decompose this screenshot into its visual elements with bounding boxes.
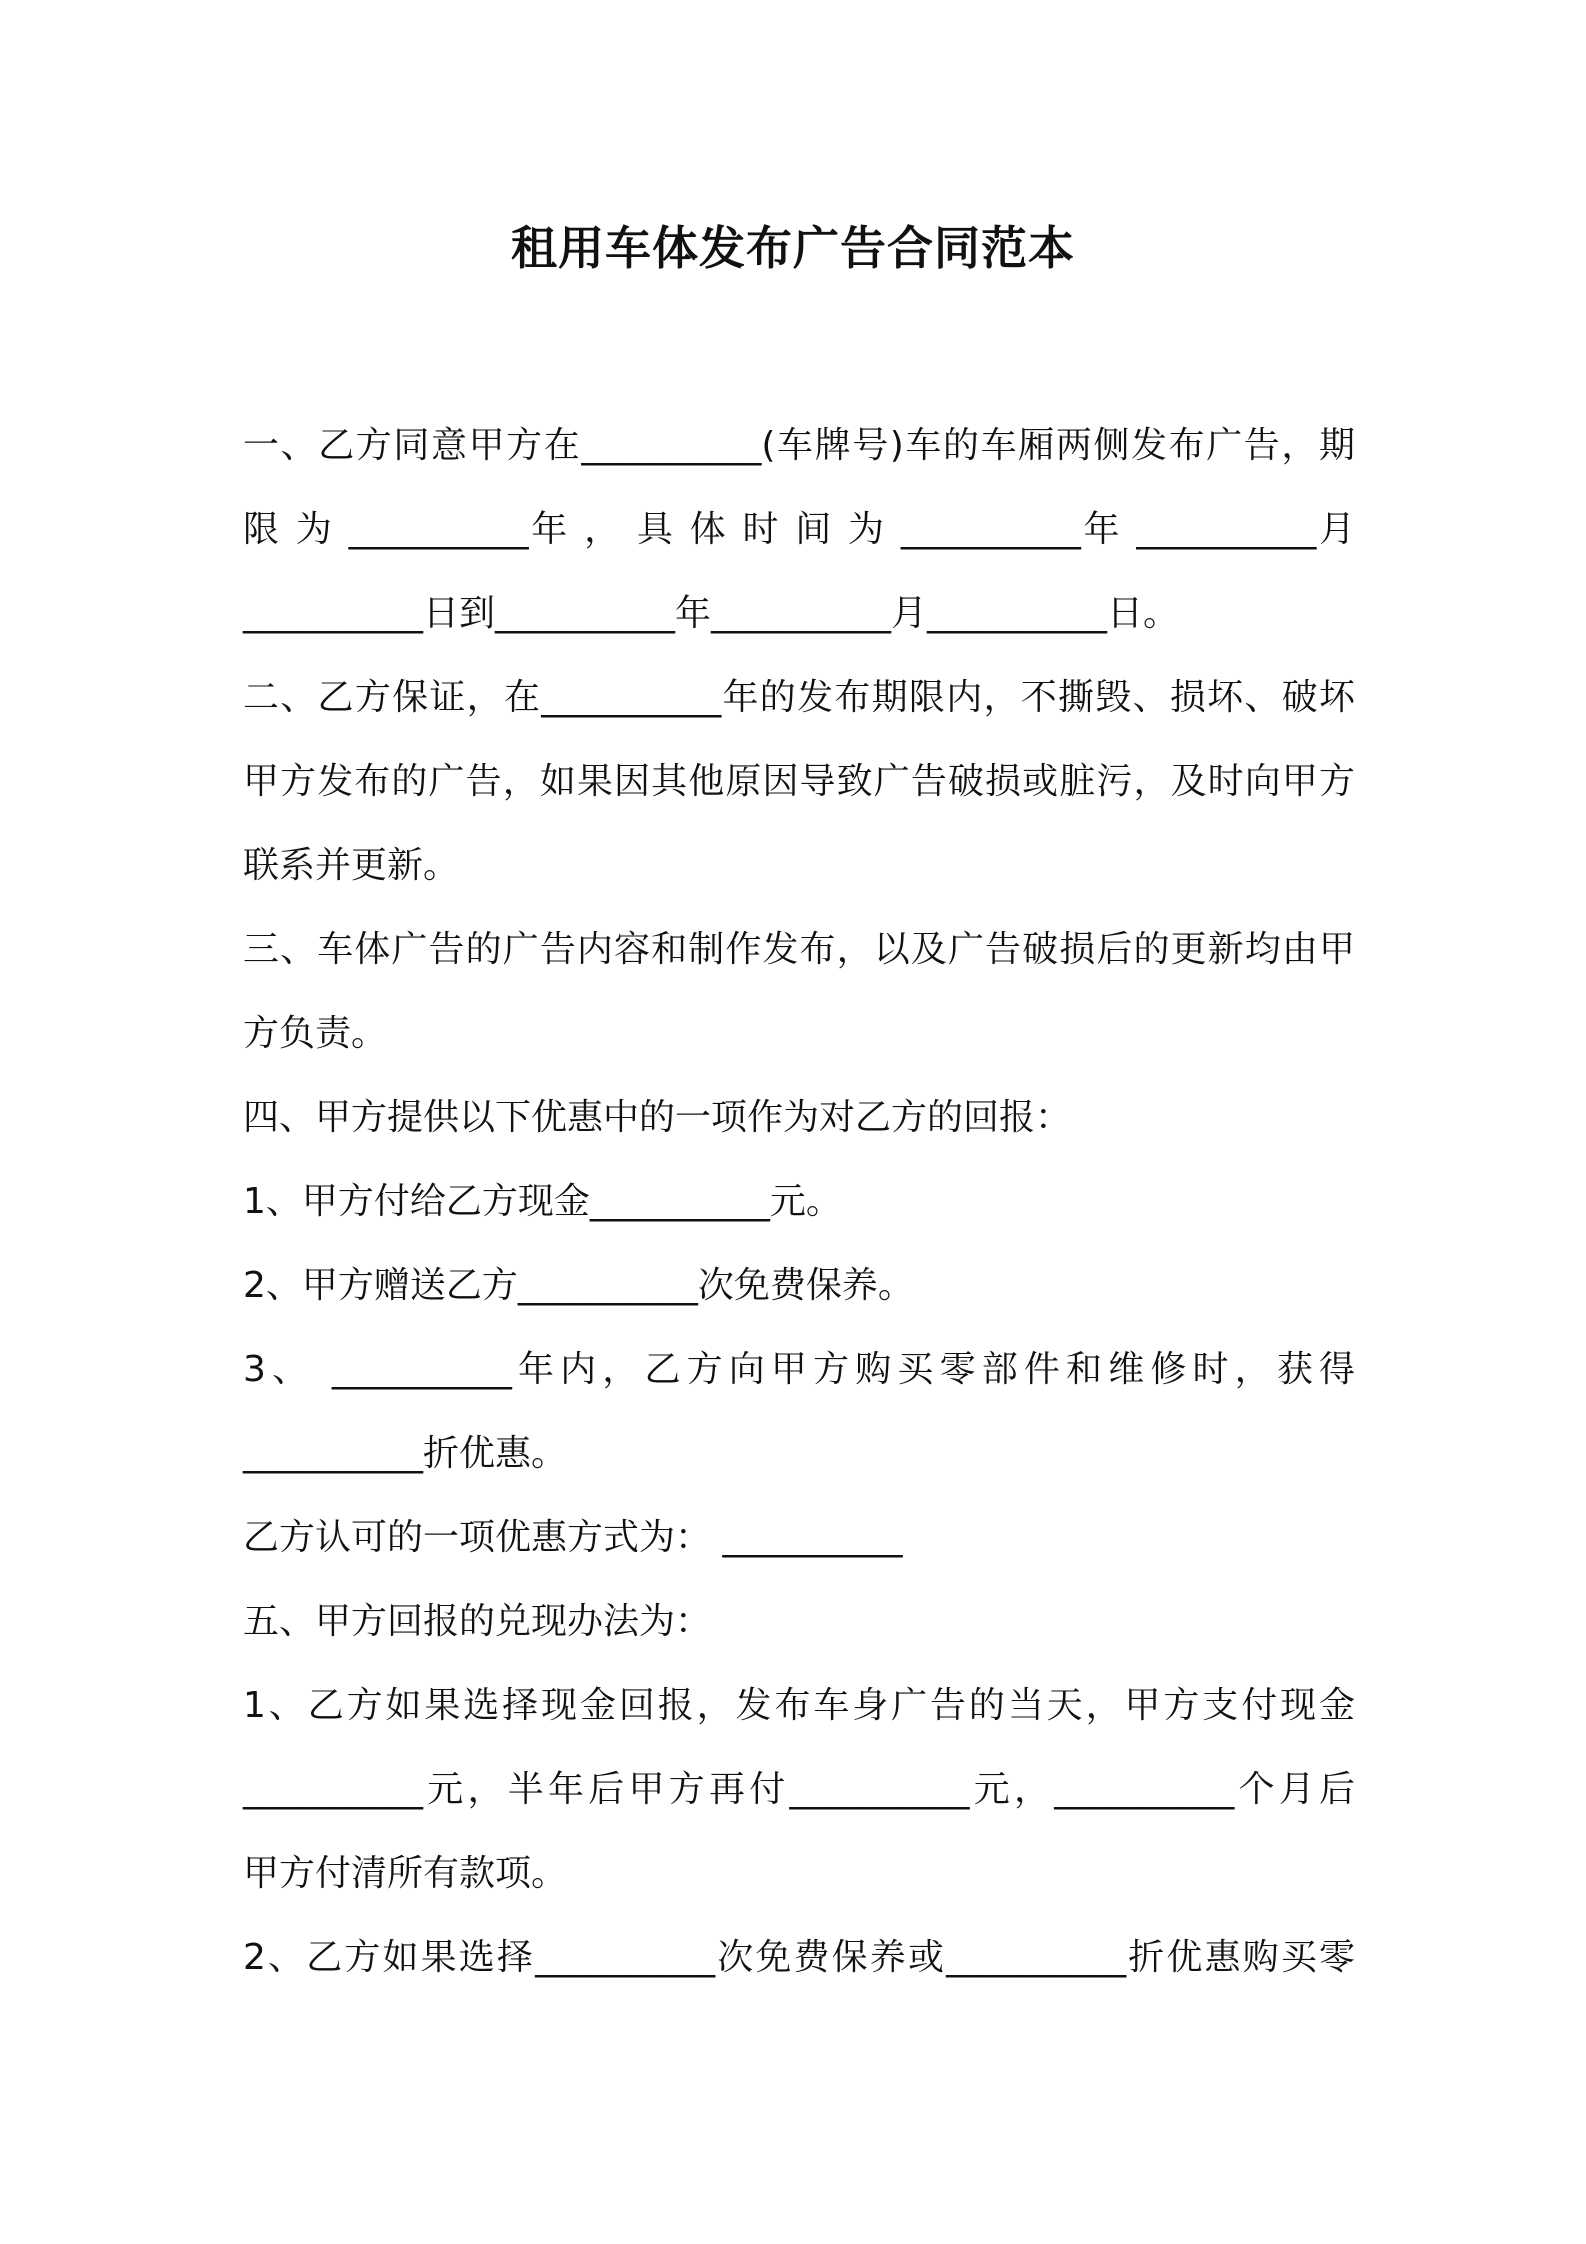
text-line-19: 2、乙方如果选择__________次免费保养或__________折优惠购买零 <box>243 1937 1355 1978</box>
text-line-15: 五、甲方回报的兑现办法为： <box>243 1601 712 1642</box>
document-title: 租用车体发布广告合同范本 <box>511 221 1075 275</box>
text-line-6: 联系并更新。 <box>243 845 460 886</box>
contract-body <box>243 404 1355 2000</box>
text-line-5: 甲方发布的广告，如果因其他原因导致广告破损或脏污，及时向甲方 <box>243 761 1355 802</box>
text-line-7: 三、车体广告的广告内容和制作发布，以及广告破损后的更新均由甲 <box>243 929 1355 970</box>
text-line-18: 甲方付清所有款项。 <box>243 1853 568 1894</box>
text-line-11: 2、甲方赠送乙方__________次免费保养。 <box>243 1265 914 1306</box>
text-line-14: 乙方认可的一项优惠方式为： __________ <box>243 1517 903 1558</box>
text-line-1: 一、乙方同意甲方在__________(车牌号)车的车厢两侧发布广告，期 <box>243 425 1355 466</box>
text-line-3: __________日到__________年__________月__________日。 <box>243 593 1179 634</box>
text-line-8: 方负责。 <box>243 1013 388 1054</box>
text-line-16: 1、乙方如果选择现金回报，发布车身广告的当天，甲方支付现金 <box>243 1685 1355 1726</box>
text-line-9: 四、甲方提供以下优惠中的一项作为对乙方的回报： <box>243 1097 1072 1138</box>
text-line-12: 3、 __________年内，乙方向甲方购买零部件和维修时，获得 <box>243 1349 1355 1390</box>
text-line-13: __________折优惠。 <box>243 1433 568 1474</box>
text-line-10: 1、甲方付给乙方现金__________元。 <box>243 1181 842 1222</box>
contract-text <box>243 404 1355 2000</box>
text-line-2: 限 为 __________年 ， 具 体 时 间 为 __________年 __________月 <box>243 509 1355 550</box>
text-line-17: __________元，半年后甲方再付__________元，__________个月后 <box>243 1769 1355 1810</box>
text-line-4: 二、乙方保证，在__________年的发布期限内，不撕毁、损坏、破坏 <box>243 677 1355 718</box>
